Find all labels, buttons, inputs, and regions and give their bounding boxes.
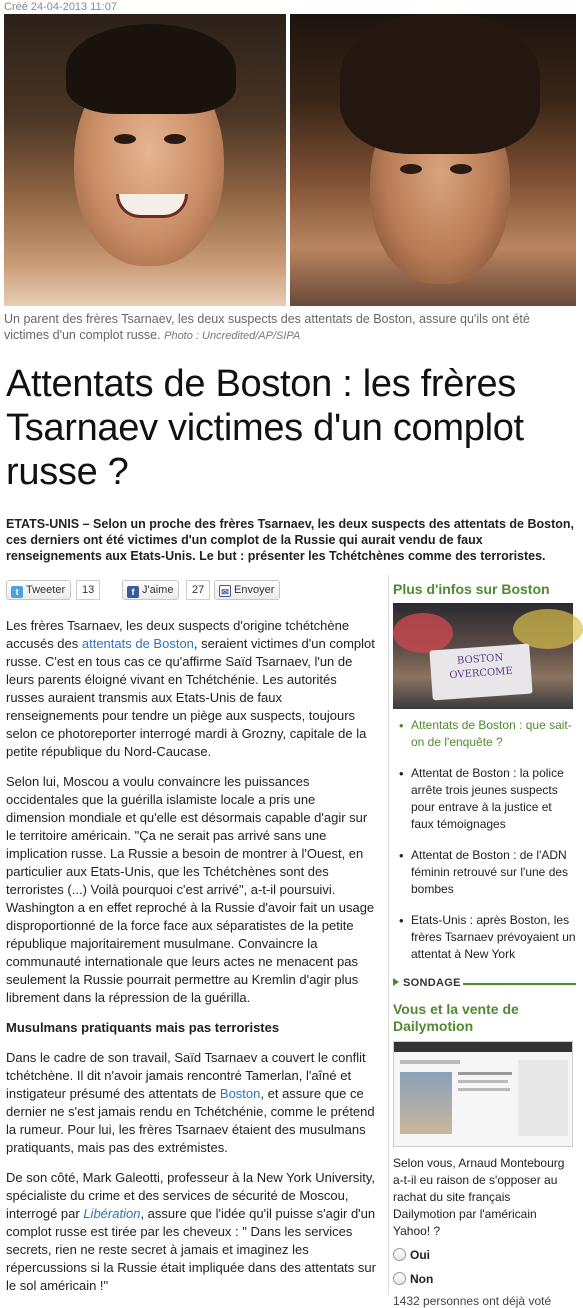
send-icon: ✉ xyxy=(219,585,231,597)
article-body xyxy=(6,617,378,1307)
triangle-icon xyxy=(393,978,399,986)
poll-option-oui[interactable] xyxy=(393,1246,576,1264)
send-label: Envoyer xyxy=(234,584,275,596)
poll-title[interactable]: Vous et la vente de Dailymotion xyxy=(393,1001,519,1034)
eye-shape xyxy=(114,134,136,144)
image-line xyxy=(400,1060,460,1064)
flowers-shape xyxy=(393,613,453,653)
like-label: J'aime xyxy=(142,584,174,596)
related-link[interactable]: • Attentat de Boston : de l'ADN féminin retrouvé sur l'une des bombes xyxy=(393,847,576,898)
image-line xyxy=(458,1072,512,1075)
headline: Attentats de Boston : les frères Tsarnaev victimes d'un complot russe ? xyxy=(6,363,524,493)
sondage-header xyxy=(393,977,576,991)
photo-djokhar xyxy=(290,14,576,306)
paragraph xyxy=(6,617,378,761)
sondage-label xyxy=(393,977,461,989)
subheading: Musulmans pratiquants mais pas terroristes xyxy=(6,1020,280,1035)
like-count: 27 xyxy=(186,580,210,600)
paragraph: Selon lui, Moscou a voulu convaincre les puissances occidentales que la guérilla islamiste locale a pris une dimension mondiale et qu'elle est désormais capable d'agir sur le territoire américain. "Ça ne serait pas arrivé sans une implication russe. La Russie a besoin de montrer à l'Ouest, en particulier aux Etats-Unis, que les Tchétchènes sont des terroristes (...) Voilà pourquoi c'est arrivé", a-t-il poursuivi. Washington a en effet reproché à la Russie d'avoir fait un usage disproportionné de la force face aux séparatistes de la petite république majoritairement musulmane. Convaincre la communauté internationale que leurs actes ne menacent pas seulement la Russie pourrait permettre au Kremlin d'agir plus librement dans la répression de la guérilla. xyxy=(6,774,375,1005)
poll-option-non[interactable] xyxy=(393,1270,576,1288)
hair-shape xyxy=(340,14,540,154)
image-bar xyxy=(394,1042,572,1052)
paragraph xyxy=(6,1169,378,1295)
link-attentats-boston[interactable]: attentats de Boston xyxy=(81,636,194,651)
created-date: Créé 24-04-2013 11:07 xyxy=(4,1,117,13)
twitter-icon: t xyxy=(11,586,23,598)
paragraph xyxy=(6,1049,378,1157)
poll-footer: 1432 personnes ont déjà voté xyxy=(393,1294,552,1308)
radio-button[interactable] xyxy=(393,1272,406,1285)
tweet-label: Tweeter xyxy=(26,584,66,596)
image-line xyxy=(458,1088,510,1091)
photo-credit: Photo : Uncredited/AP/SIPA xyxy=(164,330,301,342)
poll-image[interactable] xyxy=(393,1041,573,1147)
text-run: Dans le cadre de son travail, Saïd Tsarnaev a couvert le conflit tchétchène. Il dit n'avoir jamais rencontré Tamerlan, l'aîné et instigateur présumé des attentats de xyxy=(6,1050,366,1101)
photo-caption xyxy=(4,311,576,344)
memorial-sign xyxy=(429,644,532,701)
caption-text: Un parent des frères Tsarnaev, les deux suspects des attentats de Boston, assure qu'ils ont été victimes d'un complot russe. xyxy=(4,312,530,342)
text-run: , assure que l'idée qu'il puisse s'agir d'un complot russe est tirée par les cheveux : " Dans les services secrets, rien ne reste secret à jamais et imaginez les répercussions si la Russie était impliquée dans des attentats sur le sol américain !" xyxy=(6,1206,376,1293)
image-line xyxy=(458,1080,508,1083)
text-run: , et assure que ce dernier ne s'est jamais rendu en Tchétchénie, comme le prétend la rumeur. Pour lui, les frères Tsarnaev étaient des musulmans pratiquants, mais pas des extrémistes. xyxy=(6,1086,375,1155)
sidebar-title: Plus d'infos sur Boston xyxy=(393,581,550,597)
related-link[interactable]: • Attentats de Boston : que sait-on de l'enquête ? xyxy=(393,717,576,751)
text-run: De son côté, Mark Galeotti, professeur à la New York University, spécialiste du crime et des services de sécurité de Moscou, interrogé par xyxy=(6,1170,375,1221)
related-links xyxy=(393,717,576,963)
hair-shape xyxy=(66,24,236,114)
eye-shape xyxy=(164,134,186,144)
text-run: , seraient victimes d'un complot russe. C'est en tous cas ce qu'affirme Saïd Tsarnaev, l'un de leurs parents éloigné vivant en Tchétchénie. Les autorités russes auraient transmis aux Etats-Unis de faux renseignements pour tendre un piège aux suspects, toujours selon ce photoreporter interrogé mardi à Grozny, capitale de la petite république du Nord-Caucase. xyxy=(6,636,375,759)
poll-question: Selon vous, Arnaud Montebourg a-t-il eu raison de s'opposer au rachat du site français Dailymotion par l'américain Yahoo! ? xyxy=(393,1156,565,1238)
lead-paragraph: ETATS-UNIS – Selon un proche des frères Tsarnaev, les deux suspects des attentats de Boston, ces derniers ont été victimes d'un complot de la Russie qui aurait vendu de faux renseignements aux Etats-Unis. Le but : présenter les Tchétchènes comme des terroristes. xyxy=(6,517,574,563)
related-link[interactable]: • Attentat de Boston : la police arrête trois jeunes suspects pour entrave à la justice et faux témoignages xyxy=(393,765,576,833)
sidebar xyxy=(388,575,576,1308)
divider xyxy=(463,983,576,985)
article-photo xyxy=(4,14,576,306)
eye-shape xyxy=(450,164,472,174)
sidebar-photo[interactable] xyxy=(393,603,573,709)
link-boston[interactable]: Boston xyxy=(219,1086,261,1101)
facebook-icon: f xyxy=(127,586,139,598)
eye-shape xyxy=(400,164,422,174)
tweet-count: 13 xyxy=(76,580,100,600)
option-label: Oui xyxy=(410,1248,430,1262)
image-block xyxy=(518,1060,568,1136)
like-button[interactable] xyxy=(122,580,179,600)
tweet-button[interactable] xyxy=(6,580,71,600)
sign-text-top: BOSTON xyxy=(456,652,504,667)
text-run: Les frères Tsarnaev, les deux suspects d'origine tchétchène accusés des xyxy=(6,618,350,651)
send-button[interactable] xyxy=(214,580,280,600)
sign-text-bottom: OVERCOME xyxy=(449,665,514,682)
option-label: Non xyxy=(410,1272,434,1286)
radio-button[interactable] xyxy=(393,1248,406,1261)
image-block xyxy=(400,1072,452,1134)
link-liberation[interactable]: Libération xyxy=(83,1206,141,1221)
related-link[interactable]: • Etats-Unis : après Boston, les frères Tsarnaev prévoyaient un attentat à New York xyxy=(393,912,576,963)
sondage-text: SONDAGE xyxy=(403,977,461,989)
photo-tamerlan xyxy=(4,14,286,306)
